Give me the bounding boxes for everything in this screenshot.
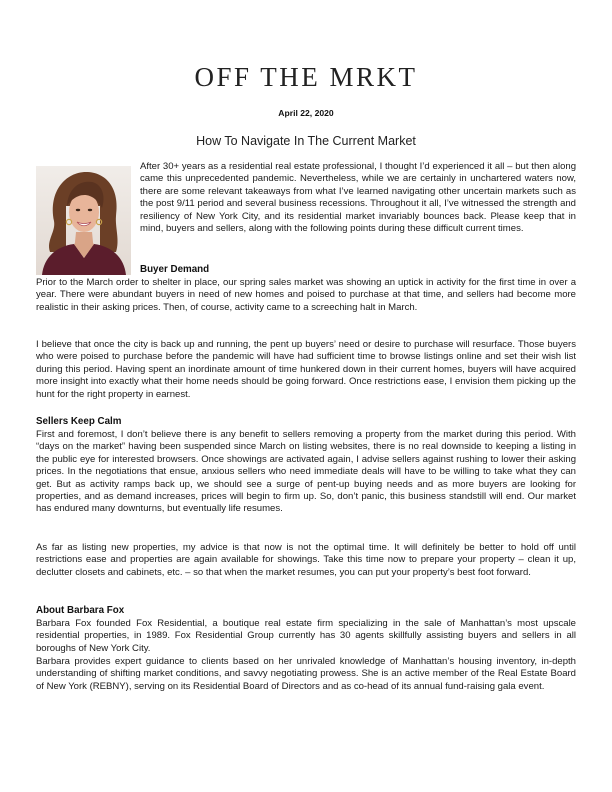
about-paragraph-2: Barbara provides expert guidance to clients based on her unrivaled knowledge of Manhattan’s housing inventory, in-depth understanding of shifting market conditions, and savvy negotiating prowess. She is an active member of the Real Estate Board of New York (REBNY), serving on its Residential Board of Directors and as co-head of its annual fund-raising gala event. xyxy=(36,656,576,692)
masthead-logo: OFF THE MRKT xyxy=(194,62,418,92)
section-heading-sellers-keep-calm: Sellers Keep Calm xyxy=(36,416,122,427)
section-heading-buyer-demand: Buyer Demand xyxy=(140,264,210,275)
sellers-paragraph-1: First and foremost, I don’t believe there is any benefit to sellers removing a property from the market during this period. With “days on the market” having been suspended since March on listing websites, there is no real downside to keeping a listing in the public eye for interested browsers. Once showings are activated again, I advise sellers against rushing to lower their asking prices. In the negotiations that ensue, anxious sellers who need immediate deals will have to be willing to take what they can get. But as activity ramps back up, we should see a surge of pent-up buying needs and as more buyers are looking for properties, and as demand increases, prices will begin to firm up. So, don’t panic, this business standstill will end. Our market has endured many downturns, but eventually life resumes. xyxy=(36,429,576,515)
article-title: How To Navigate In The Current Market xyxy=(196,134,416,148)
about-paragraph-1: Barbara Fox founded Fox Residential, a boutique real estate firm specializing in the sale of Manhattan’s most upscale residential properties, in 1989. Fox Residential Group currently has 30 agents skillfully assisting buyers and sellers in all boroughs of New York City. xyxy=(36,618,576,654)
article-date: April 22, 2020 xyxy=(278,108,334,118)
author-portrait xyxy=(36,166,131,275)
buyer-demand-paragraph-2: I believe that once the city is back up and running, the pent up buyers’ need or desire to purchase will resurface. Those buyers who were poised to purchase before the pandemic will have had sufficient time to browse listings online and set their wish list during this period. Having spent an inordinate amount of time hunkered down in their current homes, buyers will have acquired more insight into exactly what their home needs should be going forward. Once restrictions ease, I envision them picking up the hunt for the right property in earnest. xyxy=(36,339,576,400)
intro-paragraph: After 30+ years as a residential real estate professional, I thought I’d experienced it all – but then along came this unprecedented pandemic. Nevertheless, while we are certainly in unchartered waters now, there are some relevant takeaways from what I’ve learned navigating other uncertain markets such as the post 9/11 period and several business recessions. Throughout it all, I’ve witnessed the strength and resiliency of New York City, and its residential market invariably bounces back. Please keep that in mind, buyers and sellers, along with the following points during these difficult current times. xyxy=(140,161,576,235)
sellers-paragraph-2: As far as listing new properties, my advice is that now is not the optimal time. It will definitely be better to hold off until restrictions ease and properties are again available for showings. Take this time now to prepare your property – clean it up, declutter closets and cabinets, etc. – so that when the market resumes, you can put your property’s best foot forward. xyxy=(36,542,576,578)
buyer-demand-paragraph-1: Prior to the March order to shelter in place, our spring sales market was showing an uptick in activity for the first time in over a year. There were abundant buyers in need of new homes and poised to purchase at that time, and sellers had become more realistic in their asking prices. Then, of course, activity came to a screeching halt in March. xyxy=(36,277,576,313)
section-heading-about-barbara-fox: About Barbara Fox xyxy=(36,605,125,616)
